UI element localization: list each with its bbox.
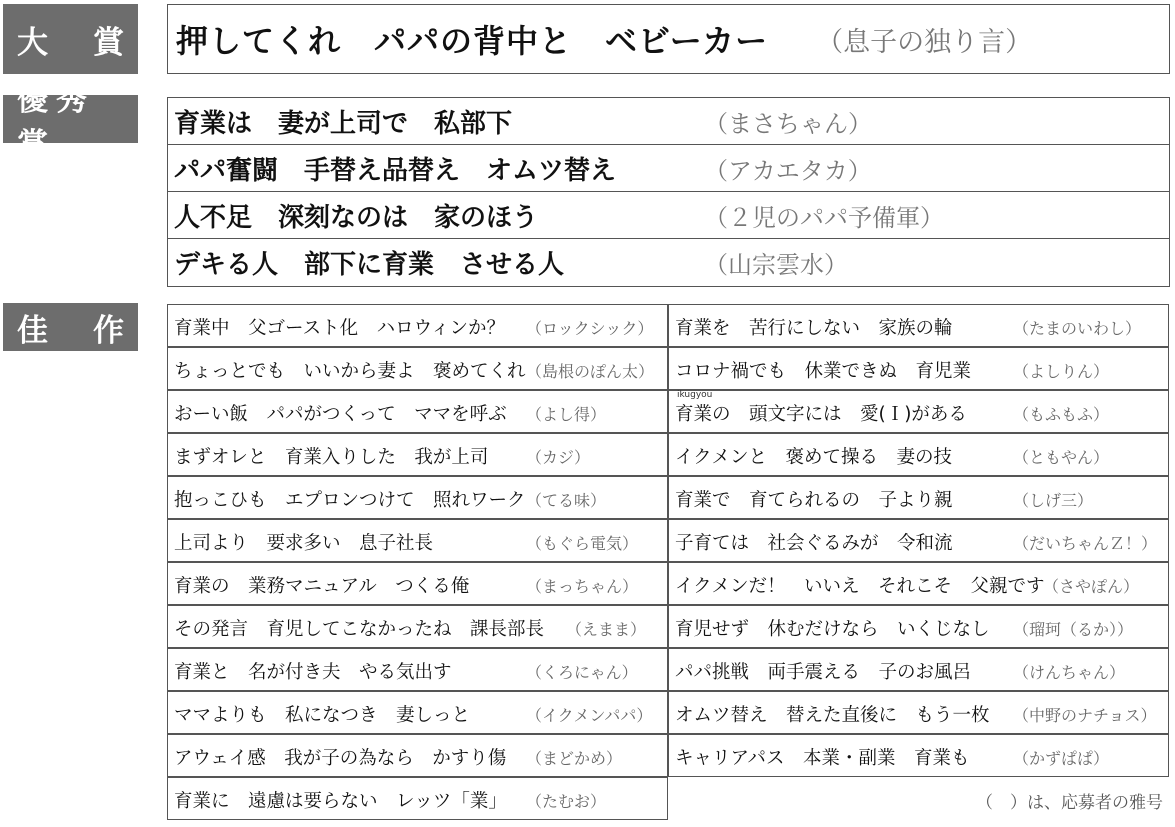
- merit-author: （まどかめ）: [526, 749, 623, 768]
- merit-haiku: オムツ替え 替えた直後に もう一枚: [675, 705, 990, 726]
- merit-haiku: 育児せず 休むだけなら いくじなし: [675, 619, 990, 640]
- excellent-haiku: 人不足 深刻なのは 家のほう: [174, 202, 539, 233]
- excellent-author: （山宗雲水）: [704, 251, 848, 279]
- merit-haiku: アウェイ感 我が子の為なら かすり傷: [174, 748, 507, 769]
- merit-author: （かずぱぱ）: [1013, 749, 1110, 768]
- merit-prize-grid: [167, 304, 1170, 822]
- merit-author: （瑠珂（るか））: [1013, 620, 1134, 639]
- grand-prize-label-char-2: 賞: [93, 24, 124, 61]
- merit-haiku: 上司より 要求多い 息子社長: [174, 533, 434, 554]
- merit-haiku: 育業に 遠慮は要らない レッツ「業」: [174, 791, 507, 812]
- merit-haiku: 抱っこひも エプロンつけて 照れワーク: [174, 490, 526, 511]
- merit-entry: [668, 476, 1169, 519]
- merit-author: （もふもふ）: [1013, 405, 1110, 424]
- merit-haiku: 育業を 苦行にしない 家族の輪: [675, 318, 953, 339]
- excellent-prize-label: [3, 82, 138, 163]
- merit-entry: [167, 777, 668, 820]
- merit-entry: [668, 519, 1169, 562]
- excellent-author: （まさちゃん）: [704, 109, 872, 138]
- merit-author: （ロックシック）: [526, 319, 654, 338]
- merit-entry: [167, 433, 668, 476]
- merit-entry: [167, 304, 668, 347]
- merit-author: （まっちゃん）: [526, 577, 639, 596]
- merit-entry: [167, 605, 668, 648]
- merit-author: （カジ）: [526, 448, 591, 467]
- merit-entry: [167, 390, 668, 433]
- merit-author: （てる味）: [526, 491, 607, 510]
- excellent-haiku: 育業は 妻が上司で 私部下: [174, 108, 513, 139]
- merit-entry: [167, 476, 668, 519]
- merit-haiku: 育業の 業務マニュアル つくる俺: [174, 576, 470, 597]
- merit-author: （よし得）: [526, 405, 607, 424]
- merit-author: （よしりん）: [1013, 362, 1110, 381]
- excellent-prize-list: [167, 97, 1170, 287]
- merit-haiku: キャリアパス 本業・副業 育業も: [675, 748, 970, 769]
- excellent-entry: [168, 192, 1169, 239]
- excellent-entry: [168, 98, 1169, 145]
- merit-haiku: 育業の 頭文字には 愛(Ｉ)がある: [675, 404, 967, 425]
- merit-haiku: ちょっとでも いいから妻よ 褒めてくれ: [174, 361, 526, 382]
- merit-entry: [668, 304, 1169, 347]
- merit-entry: [668, 691, 1169, 734]
- merit-entry: [668, 648, 1169, 691]
- grand-prize-entry: [167, 4, 1170, 74]
- merit-author: （さやぽん）: [1043, 577, 1140, 596]
- merit-haiku: 育業と 名が付き夫 やる気出す: [174, 662, 452, 683]
- merit-entry: [167, 734, 668, 777]
- excellent-author: （アカエタカ）: [704, 156, 872, 185]
- merit-haiku: イクメンと 褒めて操る 妻の技: [675, 447, 952, 468]
- merit-entry: [668, 734, 1169, 777]
- merit-author: （けんちゃん）: [1013, 663, 1126, 682]
- merit-entry: [167, 691, 668, 734]
- merit-haiku: パパ挑戦 両手震える 子のお風呂: [675, 662, 972, 683]
- merit-prize-label-char-1: 佳: [17, 312, 48, 349]
- grand-prize-haiku: 押してくれ パパの背中と ベビーカー: [176, 22, 769, 60]
- merit-author: （ともやん）: [1013, 448, 1110, 467]
- merit-haiku: コロナ禍でも 休業できぬ 育児業: [675, 361, 972, 382]
- merit-haiku: 育業で 育てられるの 子より親: [675, 490, 953, 511]
- merit-author: （島根のぽん太）: [526, 362, 655, 381]
- grand-prize-author: （息子の独り言）: [816, 26, 1033, 58]
- grand-prize-label-char-1: 大: [17, 24, 48, 61]
- merit-author: （たむお）: [526, 792, 607, 811]
- excellent-entry: [168, 145, 1169, 192]
- merit-entry: [167, 519, 668, 562]
- merit-haiku: 子育ては 社会ぐるみが 令和流: [675, 533, 953, 554]
- merit-ruby: ikugyou: [677, 390, 713, 400]
- merit-author: （しげ三）: [1013, 491, 1094, 510]
- excellent-entry: [168, 239, 1169, 286]
- merit-author: （えまま）: [566, 620, 647, 639]
- merit-entry: [668, 562, 1169, 605]
- merit-entry: [668, 605, 1169, 648]
- merit-prize-label-char-2: 作: [93, 312, 124, 349]
- merit-prize-label: [3, 303, 138, 351]
- merit-haiku: ママよりも 私になつき 妻しっと: [174, 705, 471, 726]
- merit-haiku: その発言 育児してこなかったね 課長部長: [174, 619, 545, 640]
- merit-entry: [167, 347, 668, 390]
- merit-haiku: イクメンだ！ いいえ それこそ 父親です: [675, 576, 1045, 597]
- grand-prize-label: [3, 4, 138, 74]
- pen-name-note: （ ）は、応募者の雅号: [976, 793, 1163, 813]
- merit-author: （だいちゃんＺ！）: [1013, 534, 1158, 553]
- excellent-author: （２児のパパ予備軍）: [704, 203, 944, 232]
- excellent-prize-label-text: 優秀賞: [17, 82, 95, 163]
- merit-haiku: 育業中 父ゴースト化 ハロウィンか？: [174, 318, 505, 339]
- merit-author: （たまのいわし）: [1013, 319, 1142, 338]
- merit-author: （もぐら電気）: [526, 534, 639, 553]
- merit-entry: [668, 390, 1169, 433]
- merit-haiku: まずオレと 育業入りした 我が上司: [174, 447, 489, 468]
- merit-entry: [668, 433, 1169, 476]
- merit-haiku: おーい飯 パパがつくって ママを呼ぶ: [174, 404, 507, 425]
- merit-entry: [167, 648, 668, 691]
- merit-author: （中野のナチョス）: [1013, 706, 1157, 725]
- excellent-haiku: パパ奮闘 手替え品替え オムツ替え: [174, 155, 617, 186]
- merit-entry: [668, 347, 1169, 390]
- merit-author: （イクメンパパ）: [526, 706, 653, 725]
- merit-author: （くろにゃん）: [526, 663, 638, 682]
- merit-entry: [167, 562, 668, 605]
- excellent-haiku: デキる人 部下に育業 させる人: [174, 250, 565, 280]
